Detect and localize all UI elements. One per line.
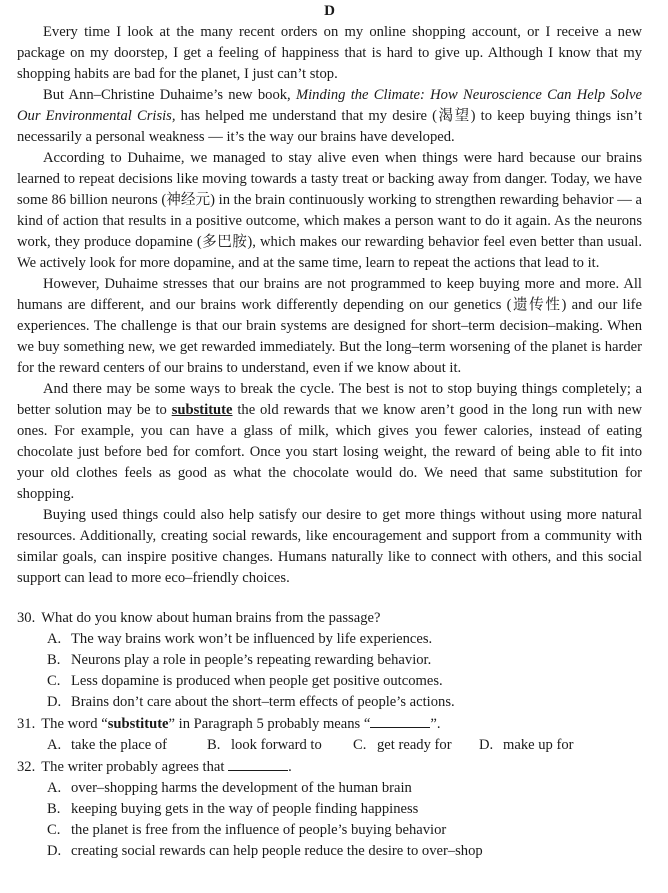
option-d: D. Brains don’t care about the short–term effects of people’s actions. bbox=[47, 694, 455, 710]
paragraph-2-rest: has helped me understand that my desire (渴望) to keep buying things isn’t necessarily a personal weakness — it’s the way our brains have developed. bbox=[17, 108, 642, 145]
answer-blank bbox=[370, 713, 430, 728]
question-stem: 31. The word “substitute” in Paragraph 5 probably means “ ”. bbox=[17, 713, 642, 735]
paragraph-2-lead: But Ann–Christine Duhaime’s new book, bbox=[43, 87, 296, 103]
option-d: D. creating social rewards can help people reduce the desire to over–shop bbox=[47, 843, 483, 859]
paragraph-4: However, Duhaime stresses that our brains are not programmed to keep buying more and more. All humans are different, and our brains work differently depending on our genetics (遗传性) and our life experiences. The challenge is that our brain systems are designed for short–term decision–making. When we buy something new, we get rewarded immediately. But the long–term worsening of the planet is harder for the reward centers of our brains to understand, even if we know about it. bbox=[17, 276, 642, 376]
answer-blank bbox=[228, 756, 288, 771]
question-number: 32. bbox=[17, 759, 36, 775]
section-label: D bbox=[324, 3, 335, 19]
paragraph-3: According to Duhaime, we managed to stay alive even when things were hard because our brains learned to repeat decisions like moving towards a tasty treat or backing away from danger. Today, we have some 86 billion neurons (神经元) in the brain continuously working to strengthen rewarding behavior — a kind of action that results in a positive outcome, which makes a person want to do it again. As the neurons work, they produce dopamine (多巴胺), which makes our rewarding behavior feel even better than usual. We actively look for more dopamine, and at the same time, learn to repeat the actions that lead to it. bbox=[17, 150, 642, 271]
question-list bbox=[17, 608, 642, 862]
option-a: A. take the place of bbox=[47, 737, 168, 753]
option-c: C. Less dopamine is produced when people get positive outcomes. bbox=[47, 673, 443, 689]
option-b: B. look forward to bbox=[207, 737, 322, 753]
option-c: C. the planet is free from the influence of people’s buying behavior bbox=[47, 822, 447, 838]
option-d: D. make up for bbox=[479, 737, 574, 753]
option-a: A. over–shopping harms the development of the human brain bbox=[47, 780, 412, 796]
question-stem bbox=[17, 608, 642, 629]
book-title: Minding the Climate: How Neuroscience Can Help Solve Our Environmental Crisis, bbox=[17, 87, 642, 124]
paragraph-6: Buying used things could also help satisfy our desire to get more things without using more natural resources. Additionally, creating social rewards, like encouragement and support from a community with similar goals, can inspire positive changes. Humans naturally like to connect with others, and this social support can lead to more eco–friendly choices. bbox=[17, 507, 642, 586]
paragraph-5 bbox=[17, 379, 642, 505]
question-stem: 32. The writer probably agrees that . bbox=[17, 756, 642, 778]
paragraph-5-rest: the old rewards that we know aren’t good in the long run with new ones. For example, you can have a glass of milk, which gives you fewer calories, instead of eating chocolate just before bed for comfort. Once you start losing weight, the reward of being able to fit into your old clothes feels as good as what the chocolate would do. We need that same substitution for shopping. bbox=[17, 402, 642, 502]
question-number: 30. bbox=[17, 610, 36, 626]
option-c: C. get ready for bbox=[353, 737, 452, 753]
question-30 bbox=[17, 608, 642, 713]
keyword-substitute: substitute bbox=[171, 402, 233, 418]
keyword-substitute: substitute bbox=[107, 716, 169, 732]
question-number: 31. bbox=[17, 716, 36, 732]
option-b: B. Neurons play a role in people’s repeating rewarding behavior. bbox=[47, 652, 432, 668]
question-32 bbox=[17, 756, 642, 862]
paragraph-5-lead: And there may be some ways to break the cycle. The best is not to stop buying things completely; a better solution may be to bbox=[17, 381, 642, 418]
paragraph-1: Every time I look at the many recent orders on my online shopping account, or I receive a new package on my doorstep, I get a feeling of happiness that is hard to give up. Although I know that my shopping habits are bad for the planet, I just can’t stop. bbox=[17, 24, 642, 82]
option-a: A. The way brains work won’t be influenced by life experiences. bbox=[47, 631, 433, 647]
paragraph-2 bbox=[17, 85, 642, 148]
reading-passage bbox=[17, 22, 642, 589]
question-text: What do you know about human brains from the passage? bbox=[41, 610, 381, 626]
option-b: B. keeping buying gets in the way of people finding happiness bbox=[47, 801, 419, 817]
question-31 bbox=[17, 713, 642, 756]
option-row bbox=[47, 735, 642, 756]
